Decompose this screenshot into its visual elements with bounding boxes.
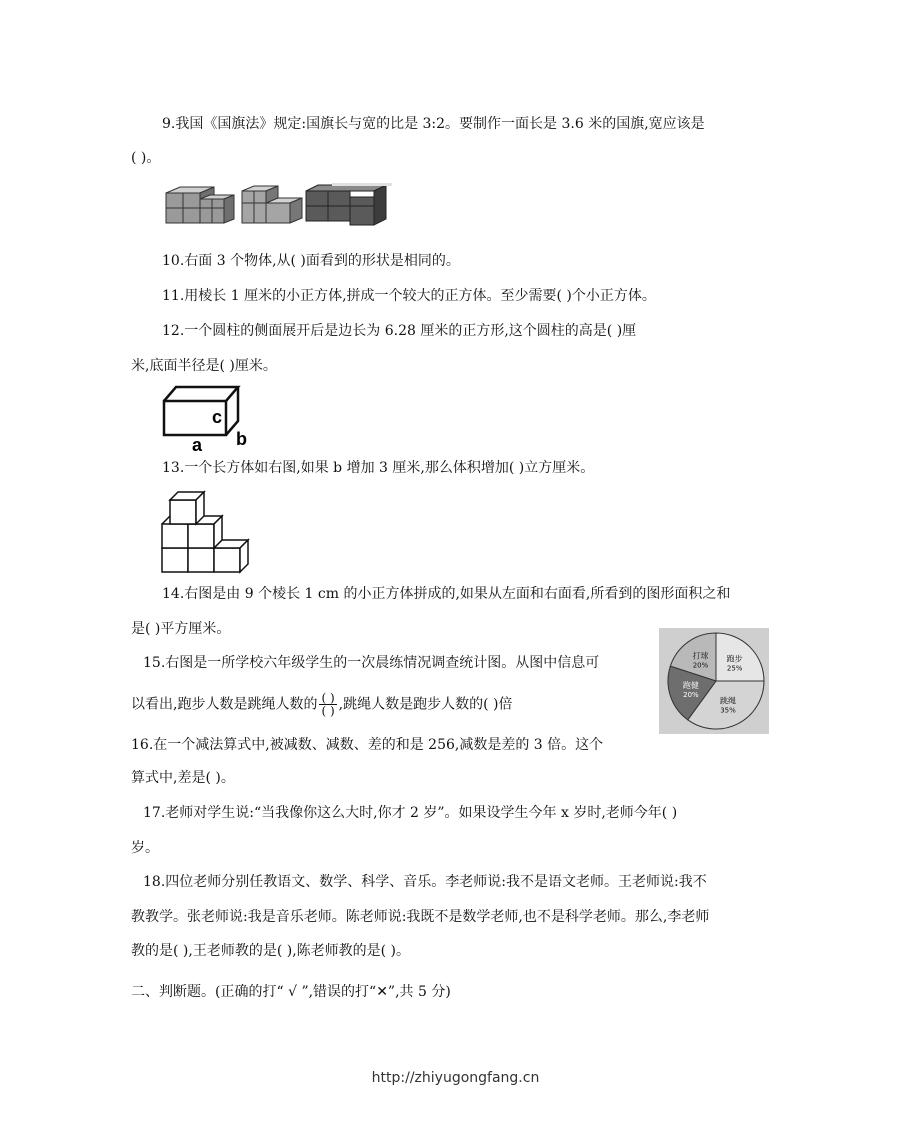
label-c: c [212, 407, 223, 427]
q13-text: 13.一个长方体如右图,如果 b 增加 3 厘米,那么体积增加( )立方厘米。 [162, 460, 595, 476]
q9-line2: ( )。 [131, 150, 161, 166]
q18-line2: 教教学。张老师说:我是音乐老师。陈老师说:我既不是数学老师,也不是科学老师。那么,李老师 [131, 909, 710, 925]
pie-slice-percent: 20% [692, 661, 709, 670]
q17-line2: 岁。 [131, 840, 159, 856]
q15-line1: 15.右图是一所学校六年级学生的一次晨练情况调查统计图。从图中信息可 [143, 655, 600, 671]
label-b: b [236, 429, 247, 449]
pie-slice-percent: 25% [726, 664, 743, 673]
pie-slice-percent: 20% [683, 691, 699, 700]
q18-line3: 教的是( ),王老师教的是( ),陈老师教的是( )。 [131, 943, 411, 959]
fraction-denominator: ( ) [321, 704, 335, 718]
q10-text: 10.右面 3 个物体,从( )面看到的形状是相同的。 [162, 253, 460, 269]
three-objects-figure [160, 181, 394, 231]
object-1 [166, 187, 234, 223]
section-2-heading: 二、判断题。(正确的打“ √ ”,错误的打“✕”,共 5 分) [131, 984, 451, 1000]
pie-slice-label: 跳绳 [719, 696, 736, 706]
q11-text: 11.用棱长 1 厘米的小正方体,拼成一个较大的正方体。至少需要( )个小正方体。 [162, 288, 656, 304]
q12-line1: 12.一个圆柱的侧面展开后是边长为 6.28 厘米的正方形,这个圆柱的高是( )厘 [162, 323, 637, 339]
q15-text-b: ,跳绳人数是跑步人数的( )倍 [338, 696, 513, 713]
stacked-cubes-figure [160, 490, 260, 574]
fraction-numerator: ( ) [321, 691, 335, 705]
q15-text-a: 以看出,跑步人数是跳绳人数的 [131, 696, 318, 713]
q14-line2: 是( )平方厘米。 [131, 621, 231, 637]
object-2 [242, 186, 302, 223]
q15-line2 [131, 692, 512, 717]
object-3 [306, 183, 392, 225]
label-a: a [192, 435, 203, 453]
q18-line1: 18.四位老师分别任教语文、数学、科学、音乐。李老师说:我不是语文老师。王老师说:我不 [143, 874, 707, 890]
q15-fraction [319, 692, 336, 717]
q12-line2: 米,底面半径是( )厘米。 [131, 358, 277, 374]
q16-line1: 16.在一个减法算式中,被减数、减数、差的和是 256,减数是差的 3 倍。这个 [131, 737, 604, 753]
q16-line2: 算式中,差是( )。 [131, 770, 235, 786]
q14-line1: 14.右图是由 9 个棱长 1 cm 的小正方体拼成的,如果从左面和右面看,所看到的图形面积之和 [162, 586, 731, 602]
pie-slice-label: 打球 [692, 651, 709, 661]
footer-url: http://zhiyugongfang.cn [371, 1070, 540, 1086]
pie-slice-percent: 35% [720, 706, 736, 715]
pie-slice-label: 跑健 [682, 681, 699, 691]
q17-line1: 17.老师对学生说:“当我像你这么大时,你才 2 岁”。如果设学生今年 x 岁时,老师今年( ) [143, 805, 678, 821]
pie-chart [659, 628, 769, 734]
cuboid-figure [160, 383, 255, 453]
pie-slice-label: 跑步 [726, 654, 743, 664]
q9-line1: 9.我国《国旗法》规定:国旗长与宽的比是 3:2。要制作一面长是 3.6 米的国旗,宽应该是 [162, 116, 705, 132]
